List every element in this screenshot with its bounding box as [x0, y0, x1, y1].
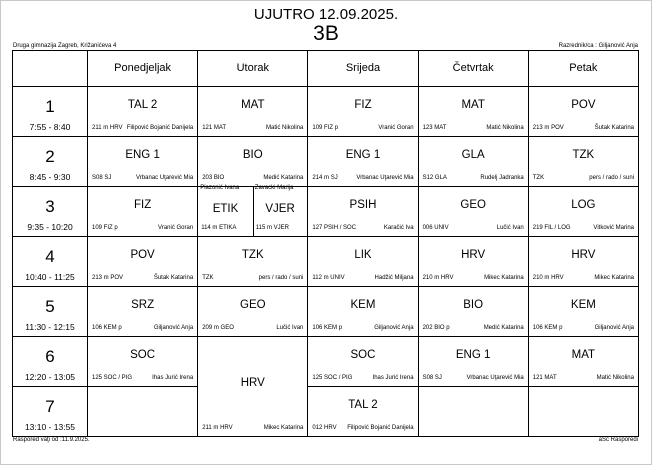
day-header: Srijeda	[308, 51, 418, 87]
lesson-subject: GLA	[461, 148, 485, 161]
lesson-cell[interactable]	[308, 86, 418, 136]
lesson-teacher: Mikec Katarina	[484, 274, 524, 281]
lesson-teacher: Hadžić Miljana	[374, 274, 414, 281]
period-label	[13, 186, 88, 236]
period-label	[13, 136, 88, 186]
lesson-teacher: Vrbanac Uţarević Mia	[466, 374, 524, 381]
period-row	[13, 386, 639, 436]
split-group	[198, 184, 307, 236]
lesson-room: 106 KEM p	[92, 324, 122, 331]
lesson-subject: TAL 2	[127, 98, 158, 111]
period-number: 3	[45, 196, 55, 216]
lesson-teacher: Vranić Goran	[378, 124, 414, 131]
lesson-room: 121 MAT	[532, 374, 557, 381]
lesson-teacher: Giljanović Anja	[374, 324, 414, 331]
lesson-subject: FIZ	[354, 98, 372, 111]
lesson-subject: TZK	[572, 148, 595, 161]
lesson-cell[interactable]	[528, 86, 638, 136]
lesson-cell[interactable]	[528, 336, 638, 386]
lesson-cell-double[interactable]	[198, 336, 308, 436]
lesson-room: 210 m HRV	[532, 274, 564, 281]
lesson-teacher: pers / rado / suni	[589, 174, 634, 181]
period-label	[13, 286, 88, 336]
empty-cell	[88, 386, 198, 436]
lesson-teacher: Zavacki Marija	[254, 184, 294, 191]
lesson-teacher: Giljanović Anja	[594, 324, 634, 331]
day-header: Ponedjeljak	[88, 51, 198, 87]
lesson-cell[interactable]	[418, 286, 528, 336]
lesson-room: S08 SJ	[422, 374, 442, 381]
period-time: 11:30 - 12:15	[25, 321, 75, 332]
lesson-subject: HRV	[240, 376, 265, 389]
lesson-room: 127 PSIH / SOC	[312, 224, 357, 231]
lesson-room: 211 m HRV	[92, 124, 123, 131]
period-label	[13, 86, 88, 136]
lesson-room: 125 SOC / PIG	[92, 374, 133, 381]
period-row	[13, 86, 639, 136]
lesson-cell[interactable]	[88, 336, 198, 386]
lesson-room: 115 m VJER	[255, 224, 290, 231]
lesson-teacher: Medić Katarina	[483, 324, 524, 331]
lesson-room: 219 FIL / LOG	[532, 224, 571, 231]
split-lesson-cell	[198, 186, 308, 236]
empty-cell	[418, 386, 528, 436]
lesson-group-religion[interactable]	[253, 184, 308, 236]
period-time: 13:10 - 13:55	[24, 422, 76, 432]
period-row	[13, 286, 639, 336]
lesson-subject: FIZ	[133, 198, 152, 211]
lesson-teacher: Lučić Ivan	[496, 224, 524, 231]
day-header: Četvrtak	[418, 51, 528, 87]
lesson-subject: ENG 1	[455, 348, 491, 361]
lesson-subject: HRV	[571, 248, 596, 261]
lesson-room: 210 m HRV	[422, 274, 454, 281]
lesson-cell[interactable]	[418, 236, 528, 286]
lesson-cell[interactable]	[88, 186, 198, 236]
lesson-teacher: Vrbanac Uţarević Mia	[356, 174, 414, 181]
lesson-cell[interactable]	[308, 336, 418, 386]
lesson-cell[interactable]	[308, 136, 418, 186]
lesson-subject: KEM	[570, 298, 596, 311]
lesson-cell[interactable]	[528, 186, 638, 236]
lesson-subject: SOC	[350, 348, 376, 361]
lesson-room: 211 m HRV	[202, 425, 233, 431]
lesson-teacher: Ihas Jurić Irena	[372, 374, 414, 381]
lesson-teacher: Giljanović Anja	[153, 324, 194, 331]
lesson-room: 109 FIZ p	[92, 224, 118, 231]
lesson-subject: LOG	[571, 198, 596, 211]
lesson-room: 121 MAT	[202, 124, 227, 131]
lesson-room: 106 KEM p	[312, 324, 343, 331]
brand-label: aSc Rasporedi	[598, 437, 638, 443]
lesson-subject: PSIH	[349, 198, 377, 211]
lesson-cell[interactable]	[528, 136, 638, 186]
period-number: 6	[45, 346, 55, 366]
lesson-subject: MAT	[241, 98, 265, 111]
period-label	[13, 236, 88, 286]
lesson-room: 202 BIO p	[422, 324, 450, 331]
lesson-teacher: Matić Nikolina	[596, 374, 634, 381]
lesson-subject: GEO	[240, 298, 266, 311]
lesson-teacher: Matić Nikolina	[486, 124, 524, 131]
lesson-teacher: Lučić Ivan	[276, 324, 304, 331]
day-header: Petak	[528, 51, 638, 87]
day-header-row	[13, 51, 639, 87]
day-header: Utorak	[198, 51, 308, 87]
lesson-room: 213 m POV	[92, 274, 124, 281]
lesson-teacher: Vranić Goran	[158, 224, 194, 231]
lesson-room: 112 m UNIV	[312, 274, 345, 281]
validity-note: Raspored vaţi od :11.9.2025.	[13, 437, 90, 443]
lesson-subject: HRV	[461, 248, 486, 261]
lesson-room: 209 m GEO	[202, 324, 234, 331]
lesson-subject: LIK	[354, 248, 372, 261]
class-teacher: Razrednik/ca : Giljanović Anja	[558, 43, 638, 49]
lesson-room: 106 KEM p	[532, 324, 563, 331]
period-number: 1	[45, 96, 55, 116]
lesson-cell[interactable]	[198, 286, 308, 336]
lesson-subject: ETIK	[212, 202, 239, 215]
lesson-room: 214 m SJ	[312, 174, 338, 181]
lesson-subject: KEM	[350, 298, 376, 311]
lesson-teacher: Mikec Katarina	[263, 425, 304, 431]
period-label	[13, 386, 88, 436]
lesson-subject: MAT	[571, 348, 596, 361]
lesson-room: 123 MAT	[422, 124, 447, 131]
lesson-teacher: Mikec Katarina	[594, 274, 634, 281]
lesson-cell[interactable]	[308, 236, 418, 286]
lesson-subject: BIO	[463, 298, 484, 311]
period-time: 8:45 - 9:30	[29, 171, 71, 182]
lesson-subject: TAL 2	[348, 398, 378, 411]
lesson-cell[interactable]	[418, 136, 528, 186]
lesson-room: 006 UNIV	[422, 224, 449, 231]
lesson-room: TZK	[202, 274, 214, 281]
lesson-cell[interactable]	[528, 236, 638, 286]
lesson-cell[interactable]	[418, 86, 528, 136]
period-time: 7:55 - 8:40	[29, 121, 71, 132]
lesson-cell[interactable]	[198, 136, 308, 186]
lesson-teacher: Ihas Jurić Irena	[152, 374, 194, 381]
lesson-subject: BIO	[242, 148, 263, 161]
lesson-subject: ENG 1	[345, 148, 381, 161]
schedule-title: UJUTRO 12.09.2025.	[253, 6, 399, 23]
lesson-room: 203 BIO	[202, 174, 225, 181]
lesson-cell[interactable]	[308, 386, 418, 436]
lesson-room: 109 FIZ p	[312, 124, 339, 131]
timetable	[12, 50, 639, 437]
period-number: 7	[45, 396, 55, 416]
lesson-teacher: Vrbanac Uţarević Mia	[136, 174, 194, 181]
lesson-subject: MAT	[461, 98, 485, 111]
period-row	[13, 236, 639, 286]
empty-cell	[528, 386, 638, 436]
lesson-cell[interactable]	[308, 286, 418, 336]
class-name: 3B	[313, 22, 339, 45]
lesson-cell[interactable]	[88, 136, 198, 186]
lesson-subject: ENG 1	[125, 148, 160, 161]
lesson-teacher: Rudelj Jadranka	[480, 174, 524, 181]
period-label	[13, 336, 88, 386]
period-number: 4	[45, 246, 55, 266]
period-time: 12:20 - 13:05	[24, 371, 76, 382]
lesson-subject: POV	[571, 98, 596, 111]
lesson-cell[interactable]	[198, 86, 308, 136]
lesson-teacher: pers / rado / suni	[258, 274, 304, 281]
lesson-room: 213 m POV	[532, 124, 564, 131]
lesson-group-ethics[interactable]	[198, 184, 254, 236]
lesson-room: 012 HRV	[312, 425, 337, 431]
period-row	[13, 336, 639, 386]
lesson-subject: TZK	[241, 248, 264, 261]
lesson-subject: SOC	[130, 348, 156, 361]
lesson-cell[interactable]	[198, 236, 308, 286]
lesson-teacher: Filipović Bojanić Danijela	[347, 425, 414, 431]
lesson-cell[interactable]	[88, 286, 198, 336]
lesson-cell[interactable]	[88, 86, 198, 136]
lesson-cell[interactable]	[528, 286, 638, 336]
lesson-teacher: Plazonić Ivana	[200, 184, 240, 191]
lesson-room: 114 m ETIKA	[201, 224, 237, 231]
lesson-room: S12 GLA	[422, 174, 447, 181]
period-number: 2	[45, 146, 55, 166]
lesson-room: S08 SJ	[92, 174, 112, 181]
period-row	[13, 186, 639, 236]
lesson-subject: POV	[130, 248, 155, 261]
lesson-teacher: Vitković Marina	[593, 224, 634, 231]
lesson-subject: GEO	[460, 198, 486, 211]
lesson-cell[interactable]	[418, 186, 528, 236]
corner-cell	[13, 51, 88, 87]
school-name: Druga gimnazija Zagreb, Križanićeva 4	[13, 43, 117, 49]
lesson-cell[interactable]	[418, 336, 528, 386]
lesson-teacher: Šutak Katarina	[153, 274, 194, 281]
lesson-teacher: Filipović Bojanić Danijela	[126, 124, 194, 131]
period-time: 10:40 - 11:25	[25, 271, 75, 282]
lesson-cell[interactable]	[88, 236, 198, 286]
period-number: 5	[45, 296, 55, 316]
lesson-subject: VJER	[265, 202, 295, 215]
lesson-room: TZK	[532, 174, 545, 181]
lesson-subject: SRZ	[131, 298, 155, 311]
lesson-teacher: Karačić Iva	[383, 224, 414, 231]
lesson-teacher: Šutak Katarina	[594, 124, 634, 131]
lesson-teacher: Medić Katarina	[263, 174, 304, 181]
lesson-room: 125 SOC / PIG	[312, 374, 353, 381]
lesson-teacher: Matić Nikolina	[266, 124, 304, 131]
period-time: 9:35 - 10:20	[27, 221, 73, 232]
period-row	[13, 136, 639, 186]
lesson-cell[interactable]	[308, 186, 418, 236]
